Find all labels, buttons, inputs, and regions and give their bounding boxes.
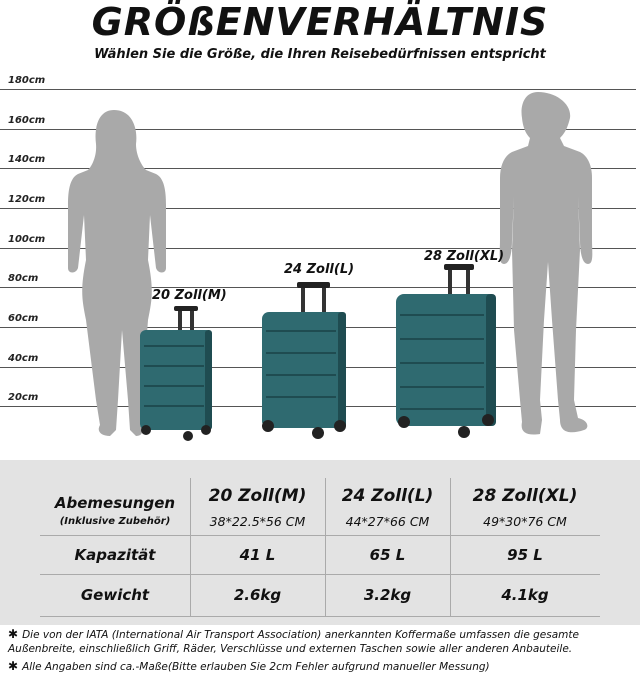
scale-label-120: 120cm — [8, 194, 46, 205]
scale-label-160: 160cm — [8, 115, 46, 126]
capacity-24: 65 L — [369, 546, 406, 564]
page-title: GRÖßENVERHÄLTNIS — [91, 0, 549, 44]
table-divider — [40, 535, 600, 536]
scale-label-20: 20cm — [8, 392, 39, 403]
dims-28: 49*30*76 CM — [483, 514, 567, 529]
suitcase-24-label: 24 Zoll(L) — [284, 262, 355, 277]
suitcase-28-label: 28 Zoll(XL) — [424, 249, 505, 264]
capacity-28: 95 L — [507, 546, 543, 564]
row-label-capacity: Kapazität — [74, 546, 156, 564]
dims-24: 44*27*66 CM — [345, 514, 430, 529]
suitcase-20-illustration — [140, 306, 212, 441]
scale-label-100: 100cm — [8, 234, 46, 245]
suitcase-24-illustration — [262, 282, 346, 439]
table-divider — [40, 574, 600, 575]
suitcase-28-illustration — [396, 264, 496, 438]
table-divider — [40, 616, 600, 617]
row-label-dimensions: Abemesungen — [54, 494, 176, 512]
suitcase-20-label: 20 Zoll(M) — [152, 288, 227, 303]
scale-label-140: 140cm — [8, 154, 46, 165]
scale-label-40: 40cm — [8, 353, 39, 364]
page-subtitle: Wählen Sie die Größe, die Ihren Reisebedürfnissen entspricht — [94, 47, 546, 62]
weight-24: 3.2kg — [363, 586, 412, 604]
column-header-24: 24 Zoll(L) — [341, 486, 434, 506]
dims-20: 38*22.5*56 CM — [209, 514, 306, 529]
asterisk-icon: ✱ — [8, 659, 19, 673]
footnote-measurement: ✱ Alle Angaben sind ca.-Maße(Bitte erlauben Sie 2cm Fehler aufgrund manueller Messung) — [8, 659, 490, 673]
scale-label-180: 180cm — [8, 75, 46, 86]
man-silhouette-icon — [500, 92, 593, 435]
column-header-20: 20 Zoll(M) — [208, 486, 307, 506]
asterisk-icon: ✱ — [8, 627, 19, 641]
scale-label-60: 60cm — [8, 313, 39, 324]
row-label-weight: Gewicht — [80, 586, 150, 604]
capacity-20: 41 L — [239, 546, 276, 564]
column-header-28: 28 Zoll(XL) — [472, 486, 578, 506]
footnote-iata: ✱ Die von der IATA (International Air Transport Association) anerkannten Koffermaße umfassen die gesamte Außenbreite, einschließlich Griff, Räder, Verschlüsse und externen Taschen sowie aller anderen Anbauteile. — [8, 627, 579, 655]
scale-label-80: 80cm — [8, 273, 39, 284]
weight-20: 2.6kg — [233, 586, 282, 604]
weight-28: 4.1kg — [501, 586, 549, 604]
row-sublabel-dimensions: (Inklusive Zubehör) — [59, 516, 171, 527]
